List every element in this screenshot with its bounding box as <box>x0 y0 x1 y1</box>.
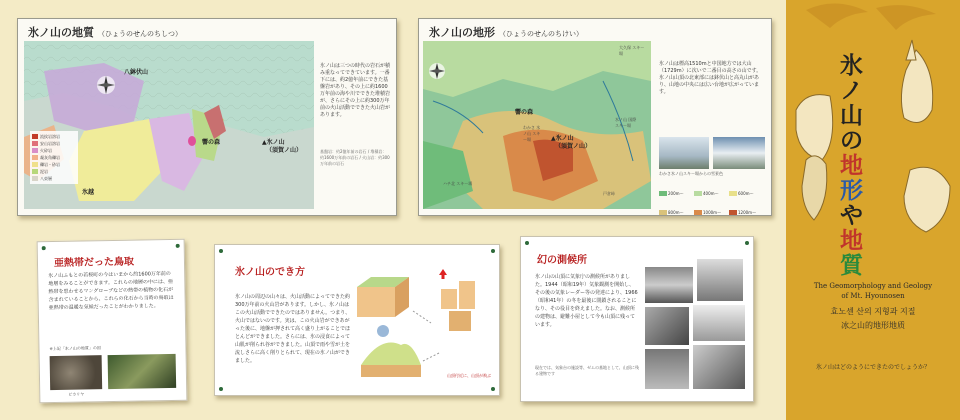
formation-card <box>214 244 500 396</box>
observatory-photo-2 <box>697 259 743 301</box>
formation-body: 氷ノ山の周辺の山々は、火山活動によってできた約300万年前の火山岩があります。しかし、氷ノ山はこの火山活動でできたのではありません。つまり、火山ではないのです。実は、この火山岩ができあがった後に、地盤が押されて高く盛り上がることでほとんどができました。さらには、氷の浸食によって山肌が削られ谷ができました。山頂で雨や雪が土を流しさらに高く削りとられて、現在の氷ノ山ができました。 <box>235 294 351 364</box>
banner-en-1: The Geomorphology and Geology <box>813 282 933 290</box>
formation-diagram <box>351 261 497 391</box>
observatory-body: 氷ノ山の山頂に気象庁の測候所がありました。1944（昭和19年）気象観測を開始し、その後の気象レーダー等の発達により、1966（昭和41年）の冬を最後に閉鎖されることになり、その役目を終えました。なお、測候所の建物は、避難小屋として今も山頂に残っています。 <box>535 274 638 328</box>
subtropical-caption: ※上記「氷ノ山の地質」の図 <box>49 345 101 352</box>
legend-item <box>32 140 76 147</box>
terrain-legend-item <box>694 209 729 217</box>
observatory-photo-5 <box>645 349 689 389</box>
banner-title-char: 形 <box>840 178 863 204</box>
terrain-legend-swatch <box>659 210 667 215</box>
terrain-body: 氷ノ山は標高1510mと中国地方では大山（1729m）に次いで二番目の高さの山です。氷ノ山山頂の北東部には鉢伏山と高丸山があり、山地の中央には広い台地が広がっています。 <box>659 61 762 95</box>
geology-panel <box>17 18 397 216</box>
banner-title-char: 山 <box>840 103 863 129</box>
legend-swatch <box>32 176 38 181</box>
terrain-legend-label: 1000m〜 <box>703 209 722 215</box>
banner-zh: 冰之山的地形地质 <box>841 321 905 330</box>
pin-icon <box>745 241 749 245</box>
legend-swatch <box>32 148 38 153</box>
label-hibiki: 響の森 <box>202 139 221 146</box>
banner-title-char: や <box>840 203 863 229</box>
legend-label: 火砕岩 <box>40 147 52 153</box>
animal-illustration <box>786 0 960 420</box>
observatory-photo-3 <box>645 307 689 345</box>
terrain-legend-swatch <box>729 191 737 196</box>
banner-title-char: の <box>840 128 863 154</box>
terrain-map <box>423 41 651 209</box>
banner-en-2: of Mt. Hyounosen <box>841 292 905 300</box>
subtropical-title: 亜熱帯だった鳥取 <box>53 256 135 270</box>
banner-question: 氷ノ山はどのようにできたのでしょうか？ <box>815 364 930 371</box>
terrain-legend-label: 800m〜 <box>668 209 684 215</box>
terrain-legend-item <box>659 209 694 217</box>
legend-label: 泥岩 <box>40 168 48 174</box>
banner-ko: 효노센 산의 지형과 지질 <box>830 307 916 316</box>
geology-panel-title: 氷ノ山の地質 （ひょうのせんのちしつ） <box>28 26 182 39</box>
legend-label: 凝灰角礫岩 <box>40 154 60 160</box>
terrain-legend-item <box>729 190 764 198</box>
terrain-legend-swatch <box>659 191 667 196</box>
label-hyonen: 氷越 <box>82 189 95 196</box>
legend-item <box>32 154 76 161</box>
banner-title-char: 氷 <box>840 53 863 79</box>
legend-swatch <box>32 134 38 139</box>
observatory-note: 現在では、気象台の施設等、ゼムの基地として、山頂に残る建物です <box>535 365 639 376</box>
terrain-label-hyonosen: ▲氷ノ山 <box>551 135 574 142</box>
fossil-photo <box>50 355 103 390</box>
pin-icon <box>176 244 180 248</box>
terrain-legend-label: 400m〜 <box>703 190 719 196</box>
legend-label: 礫岩・砂岩 <box>40 161 60 167</box>
terrain-panel <box>418 18 772 216</box>
terrain-label-ski3: ハチ北 スキー場 <box>443 181 473 186</box>
forest-photo <box>108 354 177 389</box>
observatory-photo-4 <box>693 305 745 341</box>
terrain-legend-label: 600m〜 <box>738 190 754 196</box>
pin-icon <box>42 246 46 250</box>
observatory-photo-6 <box>693 345 745 389</box>
observatory-title: 幻の測候所 <box>537 255 587 266</box>
title-banner <box>786 0 960 420</box>
terrain-photo-snow <box>659 137 709 169</box>
banner-title-char: 質 <box>840 253 863 279</box>
banner-title-char: ノ <box>840 78 863 104</box>
label-hyonosen-sub: （須賀ノ山） <box>266 147 303 154</box>
geology-legend <box>30 131 78 184</box>
geology-notes: 基盤岩：約2億年前の岩石 / 堆積岩：約1600万年前の岩石 / 火山岩：約300万年前の岩石 <box>320 149 390 166</box>
terrain-legend-item <box>659 190 694 198</box>
formation-title: 氷ノ山のでき方 <box>235 267 305 278</box>
pin-icon <box>219 249 223 253</box>
pin-icon <box>219 387 223 391</box>
label-hachibuse: 八鉢伏山 <box>124 69 149 76</box>
pin-icon <box>525 241 529 245</box>
terrain-legend-swatch <box>694 191 702 196</box>
terrain-legend <box>659 181 765 216</box>
subtropical-body: 氷ノ山ふもとの若桜町の今はいまから約1600万年前の地層をみることができます。これらの地層の中には、亜熱帯を思わせるマングローブなどの熱帯の植物の化石が含まれていることから、これらの化石から当時の鳥取は亜熱帯の温暖な気候だったことがわかりました。 <box>48 270 174 312</box>
fossil-caption: ビカリヤ <box>68 391 85 397</box>
terrain-legend-label: 1200m〜 <box>738 209 757 215</box>
observatory-photo-1 <box>645 267 693 303</box>
label-hyonosen: ▲氷ノ山 <box>262 139 285 146</box>
legend-swatch <box>32 141 38 146</box>
terrain-panel-title: 氷ノ山の地形 （ひょうのせんのちけい） <box>429 26 583 39</box>
terrain-photo-caption: わかさ氷ノ山スキー場からの雪景色 <box>659 171 723 176</box>
terrain-legend-swatch <box>729 210 737 215</box>
terrain-legend-item <box>694 190 729 198</box>
terrain-label-ski1: わかさ 氷ノ山 スキー場 <box>523 125 541 142</box>
terrain-label-ski4: 戸倉峠 <box>603 191 615 196</box>
legend-swatch <box>32 162 38 167</box>
legend-label: 安山岩溶岩 <box>40 140 60 146</box>
banner-title-char: 地 <box>840 228 863 254</box>
legend-swatch <box>32 155 38 160</box>
observatory-card <box>520 236 754 402</box>
formation-note: 山頂付近に、山頂が飛ぶ <box>447 373 491 378</box>
legend-item <box>32 147 76 154</box>
banner-title-char: 地 <box>840 153 863 179</box>
terrain-label-ski2: 氷ノ山 国際 スキー場 <box>615 117 637 128</box>
legend-label: 八束層 <box>40 175 52 181</box>
terrain-photo-mountain <box>713 137 765 169</box>
terrain-legend-swatch <box>694 210 702 215</box>
terrain-legend-item <box>729 209 764 217</box>
terrain-label-ski5: 大久保 スキー場 <box>619 45 645 56</box>
legend-item <box>32 168 76 175</box>
subtropical-card <box>37 239 188 404</box>
legend-item <box>32 161 76 168</box>
legend-item <box>32 175 76 182</box>
legend-item <box>32 133 76 140</box>
terrain-legend-label: 200m〜 <box>668 190 684 196</box>
terrain-label-hyonosen-sub: （須賀ノ山） <box>555 143 592 150</box>
legend-swatch <box>32 169 38 174</box>
legend-label: 流紋岩溶岩 <box>40 133 60 139</box>
geology-map <box>24 41 314 209</box>
geology-body: 氷ノ山は三つの時代の岩石が積み重なってできています。一番下には、約2億年前にできた基盤岩があり、その上に約1600万年前の海や川でできた堆積岩が、さらにその上に約300万年前の火山活動でできた火山岩があります。 <box>320 63 391 118</box>
pin-icon <box>491 249 495 253</box>
terrain-label-hibiki: 響の森 <box>515 109 534 116</box>
